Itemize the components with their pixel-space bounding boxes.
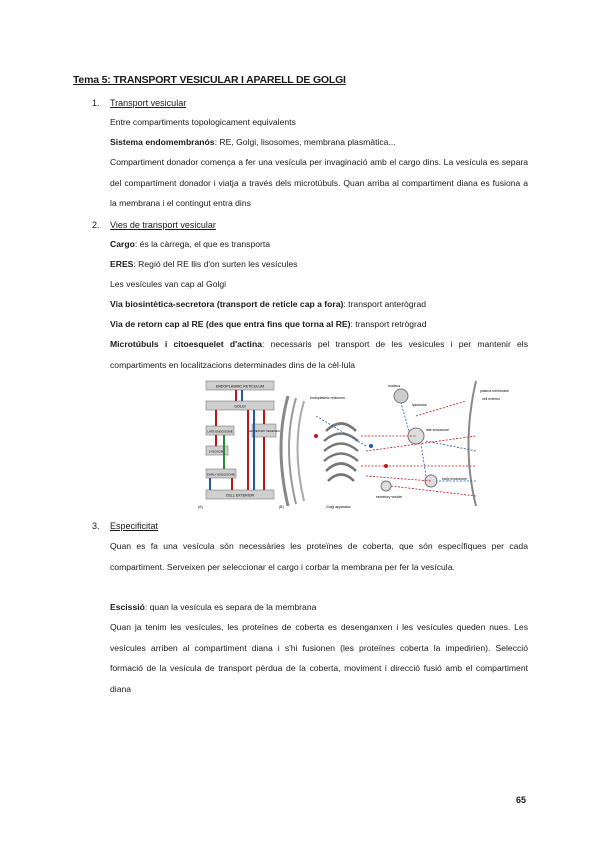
retrograde-definition bbox=[110, 319, 426, 329]
cargo-definition bbox=[110, 239, 270, 249]
early-endosome-label: EARLY ENDOSOME bbox=[207, 472, 235, 477]
term: Escissió bbox=[110, 602, 145, 612]
page-number: 65 bbox=[516, 795, 527, 805]
cell-exterior-label-b: cell exterior bbox=[482, 397, 500, 401]
anterograde-definition bbox=[110, 299, 426, 309]
definition: : transport anterògrad bbox=[343, 299, 427, 309]
vesicular-transport-figure bbox=[176, 376, 531, 511]
panel-b-label: (B) bbox=[279, 505, 284, 509]
definition: : RE, Golgi, lisosomes, membrana plasmàtica... bbox=[214, 137, 396, 147]
definition: : és la càrrega, el que es transporta bbox=[134, 239, 271, 249]
late-endosome-label: LATE ENDOSOME bbox=[207, 429, 233, 434]
cytoskeleton-paragraph bbox=[110, 334, 528, 375]
nucleus-label: nucleus bbox=[388, 384, 401, 388]
eres-definition bbox=[110, 259, 297, 269]
secretory-vesicle-label: secretory vesicle bbox=[376, 495, 403, 499]
term: Via biosintètica-secretora (transport de reticle cap a fora) bbox=[110, 299, 344, 309]
section-1-heading: Transport vesicular bbox=[110, 98, 187, 108]
section-3-heading: Especificitat bbox=[110, 521, 159, 531]
plasma-membrane-shape bbox=[469, 381, 477, 506]
section-2-heading: Vies de transport vesicular bbox=[110, 220, 216, 230]
lysosome-shape bbox=[394, 389, 408, 403]
er-label: ENDOPLASMIC RETICULUM bbox=[215, 384, 265, 389]
section-3-paragraph-2: Quan ja tenim les vesícules, les proteïnes de coberta es desenganxen i les vesícules queden nues. Les vesícules arriben al compartiment diana i s'hi fusionen (les proteïnes coberta la impedirien). Selecció formació de la vesícula de transport pèrdua de la coberta, moviment i direcció fusió amb el compartiment diana bbox=[110, 622, 528, 694]
lysosome-label-b: lysosome bbox=[412, 403, 427, 407]
er-membrane-2 bbox=[298, 401, 305, 501]
nucleus-envelope bbox=[281, 396, 288, 506]
section-3-paragraph-1: Quan es fa una vesícula són necessàries les proteïnes de coberta, que són específiques per cada compartiment. Serveixen per seleccionar el cargo i corbar la membrana per fer la vesícula. bbox=[110, 541, 528, 572]
section-2-line: Les vesícules van cap al Golgi bbox=[110, 279, 227, 289]
cell-exterior-label: CELL EXTERIOR bbox=[225, 493, 255, 498]
cell-diagram bbox=[279, 381, 509, 509]
late-endosome-label-b: late endosome bbox=[426, 428, 449, 432]
plasma-membrane-label: plasma membrane bbox=[480, 389, 509, 393]
anterograde-paths bbox=[361, 401, 476, 496]
pathway-diagram bbox=[198, 381, 280, 509]
page-title: Tema 5: TRANSPORT VESICULAR I APARELL DE GOLGI bbox=[73, 74, 346, 86]
definition: : Regió del RE llis d'on surten les vesícules bbox=[133, 259, 298, 269]
vesicle bbox=[369, 444, 373, 448]
golgi-stack bbox=[324, 424, 358, 482]
lysosome-label: LYSOSOME bbox=[208, 449, 226, 454]
golgi-apparatus-label: Golgi apparatus bbox=[326, 505, 351, 509]
er-membrane bbox=[289, 398, 296, 504]
section-1-number: 1. bbox=[92, 98, 100, 108]
definition: : necessaris pel transport de les vesícules i per mantenir els compartiments en localitzacions determinades dins de la cèl·lula bbox=[110, 339, 528, 370]
term: Via de retorn cap al RE (des que entra fins que torna al RE) bbox=[110, 319, 351, 329]
section-3-number: 3. bbox=[92, 521, 100, 531]
term: Microtúbuls i citoesquelet d'actina bbox=[110, 339, 262, 349]
term: Sistema endomembranós bbox=[110, 137, 215, 147]
secretory-vesicles-label: SECRETORY VESICLES bbox=[248, 429, 280, 433]
term: Cargo bbox=[110, 239, 135, 249]
section-1-line: Entre compartiments topologicament equivalents bbox=[110, 117, 296, 127]
secretory-vesicle-shape bbox=[381, 481, 391, 491]
definition: : quan la vesícula es separa de la membrana bbox=[144, 602, 317, 612]
early-endosome-label-b: early endosome bbox=[442, 477, 467, 481]
escissio-definition bbox=[110, 602, 316, 612]
golgi-label: GOLGI bbox=[234, 404, 246, 409]
retrograde-paths bbox=[316, 403, 476, 481]
term: ERES bbox=[110, 259, 134, 269]
definition: : transport retrògrad bbox=[350, 319, 427, 329]
section-2-number: 2. bbox=[92, 220, 100, 230]
er-label-b: endoplasmic reticulum bbox=[310, 396, 345, 400]
section-1-paragraph: Compartiment donador comença a fer una vesícula per invaginació amb el cargo dins. La vesícula es separa del compartiment donador i viatja a través dels microtúbuls. Quan arriba al compartiment diana es fusiona a la membrana i el contingut entra dins bbox=[110, 157, 528, 208]
vesicle bbox=[314, 434, 318, 438]
panel-a-label: (A) bbox=[198, 505, 203, 509]
section-1-definition bbox=[110, 137, 396, 147]
